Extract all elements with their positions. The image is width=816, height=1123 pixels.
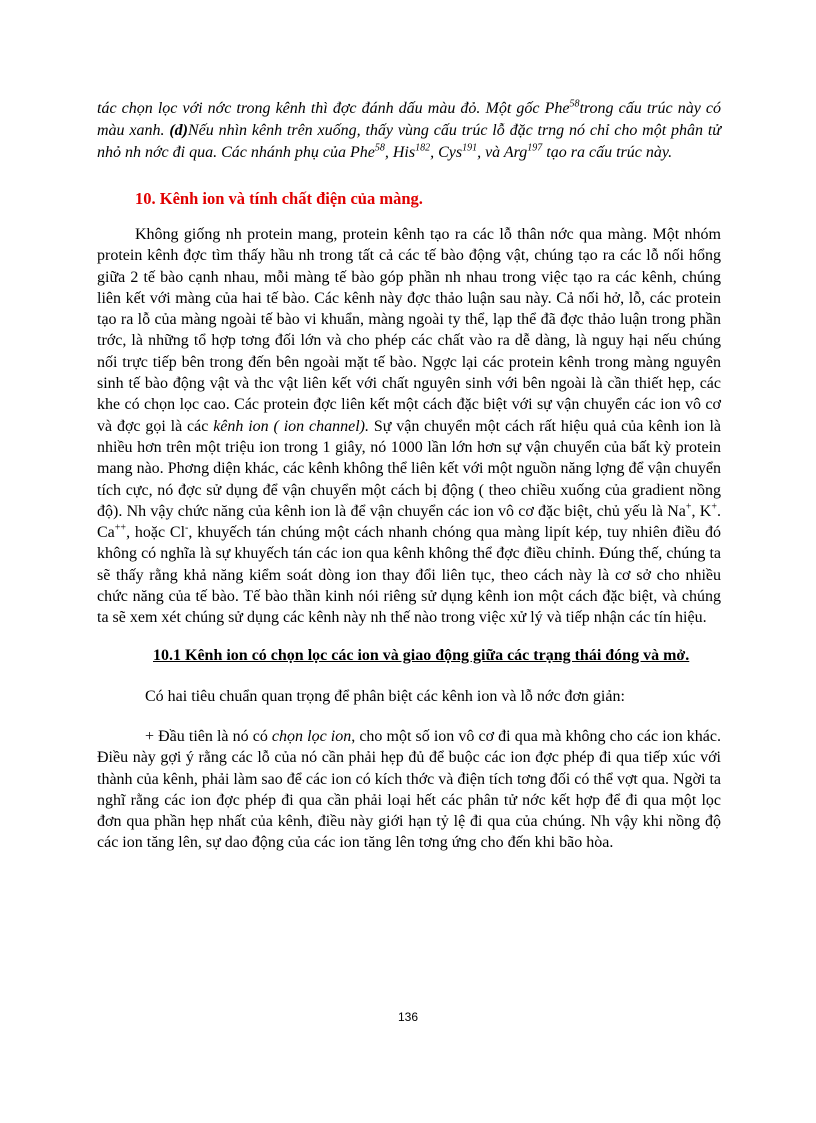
body-paragraph — [97, 726, 721, 854]
paragraph-text: Sự vận chuyển một cách rất hiệu quả của kênh ion là nhiều hơn trên một triệu ion trong 1 giây, nó 1000 lần lớn hơn sự vận chuyển của bất kỳ protein mang nào. Phơng diện khác, các kênh không thể liên kết với một nguồn năng lợng để vận chuyển tích cực, nó đợc sử dụng để vận chuyển một cách bị động ( theo chiều xuống của gradient nồng độ). Nh vậy chức năng của kênh ion là để vận chuyển các ion vô cơ đặc biệt, chủ yếu là Na — [97, 417, 721, 520]
superscript: 182 — [415, 142, 431, 154]
caption-text: Nếu nhìn kênh trên xuống, thấy vùng cấu trúc lỗ đặc trng nó chỉ cho một phân tử nhỏ nh nớc đi qua. Các nhánh phụ của Phe — [97, 122, 722, 161]
figure-caption — [97, 98, 721, 164]
superscript: + — [685, 501, 692, 513]
caption-text: tác chọn lọc với nớc trong kênh thì đợc đánh dấu màu đỏ. Một gốc Phe — [97, 100, 570, 117]
caption-label-d: (d) — [169, 122, 188, 139]
section-title: 10. Kênh ion và tính chất điện của màng. — [135, 189, 423, 208]
caption-text: , Cys — [430, 144, 463, 161]
body-paragraph: Có hai tiêu chuẩn quan trọng để phân biệt các kênh ion và lỗ nớc đơn giản: — [145, 687, 625, 705]
paragraph-text: . Ca — [97, 502, 721, 542]
superscript: 58 — [569, 98, 580, 110]
caption-text: , His — [384, 144, 416, 161]
paragraph-text: , K — [691, 502, 712, 520]
page-number: 136 — [397, 1010, 419, 1024]
superscript: + — [711, 501, 717, 513]
superscript: ++ — [114, 522, 127, 534]
paragraph-text: + Đầu tiên là nó có — [145, 727, 272, 745]
italic-term: chọn lọc ion — [271, 727, 352, 745]
caption-text: trong cấu trúc này có màu xanh. — [97, 100, 722, 139]
italic-term: kênh ion ( ion channel). — [213, 417, 369, 435]
paragraph-text: , cho một số ion vô cơ đi qua mà không cho các ion khác. Điều này gợi ý rằng các lỗ của nó cần phải hẹp đủ để buộc các ion đợc phép đi qua tiếp xúc với thành của kênh, phải làm sao để các ion có kích thớc và điện tích tơng đối có thể vợt qua. Ngời ta nghĩ rằng các ion đợc phép đi qua cần phải loại hết các phân tử nớc kết hợp để đi qua một lọc đơn qua phần hẹp nhất của kênh, điều này giới hạn tỷ lệ đi qua của chúng. Nh vậy khi nồng độ các ion tăng lên, sự dao động của các ion tăng lên tơng ứng cho đến khi bão hòa. — [97, 727, 721, 852]
body-paragraph — [97, 224, 721, 629]
paragraph-text: , hoặc Cl — [126, 524, 186, 542]
superscript: 191 — [462, 142, 478, 154]
superscript: - — [185, 522, 189, 534]
caption-text: tạo ra cấu trúc này. — [542, 144, 673, 161]
subsection-title: 10.1 Kênh ion có chọn lọc các ion và giao động giữa các trạng thái đóng và mở. — [153, 646, 690, 664]
paragraph-text: Không giống nh protein mang, protein kênh tạo ra các lỗ thân nớc qua màng. Một nhóm protein kênh đợc tìm thấy hầu nh trong tất cả các tế bào động vật, chúng tạo ra các lỗ nối hổng giữa 2 tế bào cạnh nhau, mỗi màng tế bào góp phần nh nhau trong việc tạo ra các kênh, chúng liên kết với màng của hai tế bào. Các kênh này đợc thảo luận sau này. Cả nối hở, lỗ, các protein tạo ra lỗ của màng ngoài tế bào vi khuẩn, màng ngoài ty thể, lạp thể đã đợc thảo luận trong phần trớc, là những tổ hợp tơng đối lớn và cho phép các chất vào ra dễ dàng, là nguy hại nếu chúng nối trực tiếp bên trong đến bên ngoài mặt tế bào. Ngợc lại các protein kênh trong màng nguyên sinh tế bào động vật và thc vật liên kết với chất nguyên sinh với bên ngoài là cần thiết hẹp, các khe có chọn lọc cao. Các protein đợc liên kết một cách đặc biệt với sự vận chuyển các ion vô cơ và đợc gọi là các — [97, 226, 721, 435]
paragraph-text: , khuyếch tán chúng một cách nhanh chóng qua màng lipít kép, tuy nhiên điều đó không có nghĩa là sự khuyếch tán các ion qua kênh không thể đợc điều chỉnh. Đúng thế, chúng ta sẽ thấy rằng khả năng kiểm soát dòng ion thay đổi liên tục, theo cách này là cơ sở cho nhiều chức năng của tế bào. Tế bào thần kinh nói riêng sử dụng kênh ion một cách đặc biệt, và chúng ta sẽ xem xét chúng sử dụng các kênh này nh thế nào trong việc xử lý và tiếp nhận các tín hiệu. — [97, 524, 721, 627]
caption-text: , và Arg — [477, 144, 528, 161]
superscript: 197 — [527, 142, 543, 154]
superscript: 58 — [374, 142, 385, 154]
page-content — [97, 98, 721, 854]
